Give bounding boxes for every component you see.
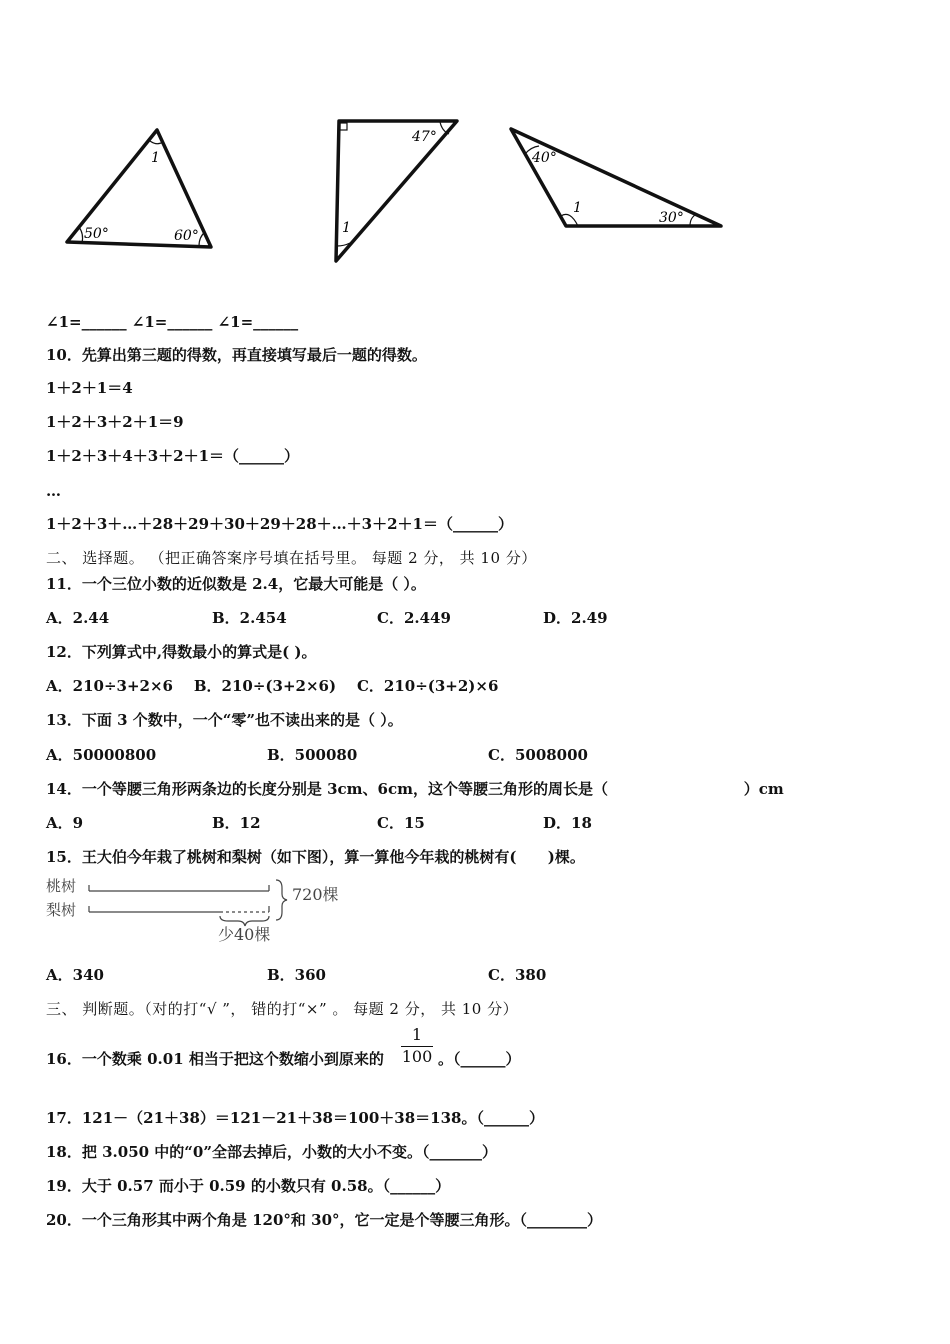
q10-ellipsis: …: [46, 482, 61, 500]
q15-stem: 15．王大伯今年栽了桃树和梨树（如下图），算一算他今年栽的桃树有( )棵。: [46, 848, 585, 866]
q13-option-c: C．5008000: [488, 746, 588, 764]
q13-option-b: B．500080: [267, 746, 358, 764]
triangle-1-apex-label: 1: [151, 150, 160, 166]
triangle-2-top-label: 47°: [412, 129, 437, 145]
section-2-heading: 二、 选择题。 （把正确答案序号填在括号里。 每题 2 分， 共 10 分）: [46, 549, 537, 567]
q14-stem: 14．一个等腰三角形两条边的长度分别是 3cm、6cm，这个等腰三角形的周长是（ ）cm: [46, 780, 784, 798]
triangle-3: [511, 129, 721, 226]
q16-fraction: [400, 1025, 434, 1067]
pear-tree-label: 梨树: [46, 901, 77, 919]
q13-stem: 13．下面 3 个数中，一个“零”也不读出来的是（ ）。: [46, 711, 403, 729]
q19-stem: 19．大于 0.57 而小于 0.59 的小数只有 0.58。（______）: [46, 1177, 451, 1195]
q10-line-3: 1＋2＋3＋4＋3＋2＋1＝（______）: [46, 447, 300, 465]
q12-options: A．210÷3+2×6 B．210÷(3+2×6) C．210÷(3+2)×6: [46, 677, 499, 695]
total-count-label: 720棵: [292, 885, 339, 904]
triangle-2-bottom-label: 1: [342, 220, 351, 236]
q11-option-d: D．2.49: [543, 609, 608, 627]
q18-stem: 18．把 3.050 中的“0”全部去掉后，小数的大小不变。（_______）: [46, 1143, 497, 1161]
q14-option-d: D．18: [543, 814, 592, 832]
section-3-heading: 三、 判断题。（对的打“√ ”， 错的打“×” 。 每题 2 分， 共 10 分）: [46, 1000, 519, 1018]
q11-option-b: B．2.454: [212, 609, 287, 627]
q15-option-b: B．360: [267, 966, 326, 984]
q17-stem: 17．121－（21＋38）＝121－21＋38＝100＋38＝138。（______）: [46, 1109, 544, 1127]
q11-option-a: A．2.44: [46, 609, 110, 627]
q14-option-a: A．9: [46, 814, 84, 832]
q10-stem: 10．先算出第三题的得数，再直接填写最后一题的得数。: [46, 346, 427, 364]
triangles-figure: [0, 0, 950, 290]
q16-answer-blank: 。（______）: [438, 1050, 521, 1068]
peach-tree-label: 桃树: [46, 877, 77, 895]
triangle-3-right-label: 30°: [659, 210, 684, 226]
q10-line-1: 1＋2＋1＝4: [46, 379, 133, 397]
triangle-1-left-label: 50°: [84, 226, 109, 242]
triangle-3-mid-label: 1: [573, 200, 582, 216]
q11-stem: 11．一个三位小数的近似数是 2.4，它最大可能是（ ）。: [46, 575, 426, 593]
q12-stem: 12．下列算式中,得数最小的算式是( )。: [46, 643, 317, 661]
q16-stem-prefix: 16．一个数乘 0.01 相当于把这个数缩小到原来的: [46, 1050, 384, 1068]
q14-option-b: B．12: [212, 814, 261, 832]
q10-line-5: 1＋2＋3＋…＋28＋29＋30＋29＋28＋…＋3＋2＋1＝（______）: [46, 515, 513, 533]
q9-answer-blanks: ∠1=______ ∠1=______ ∠1=______: [46, 313, 299, 331]
fraction-numerator: 1: [411, 1025, 423, 1044]
triangle-2: [336, 121, 457, 261]
q15-bar-diagram: [40, 874, 360, 944]
total-brace: [276, 880, 287, 920]
q13-option-a: A．50000800: [46, 746, 157, 764]
triangle-3-top-label: 40°: [532, 150, 557, 166]
q15-option-c: C．380: [488, 966, 547, 984]
q14-option-c: C．15: [377, 814, 425, 832]
fraction-denominator: 100: [401, 1047, 433, 1066]
q20-stem: 20．一个三角形其中两个角是 120°和 30°，它一定是个等腰三角形。（________）: [46, 1211, 603, 1229]
q15-option-a: A．340: [46, 966, 104, 984]
triangle-1: [67, 130, 211, 247]
triangle-1-right-label: 60°: [174, 228, 199, 244]
difference-label: 少40棵: [218, 925, 271, 944]
q10-line-2: 1＋2＋3＋2＋1＝9: [46, 413, 184, 431]
q11-option-c: C．2.449: [377, 609, 451, 627]
